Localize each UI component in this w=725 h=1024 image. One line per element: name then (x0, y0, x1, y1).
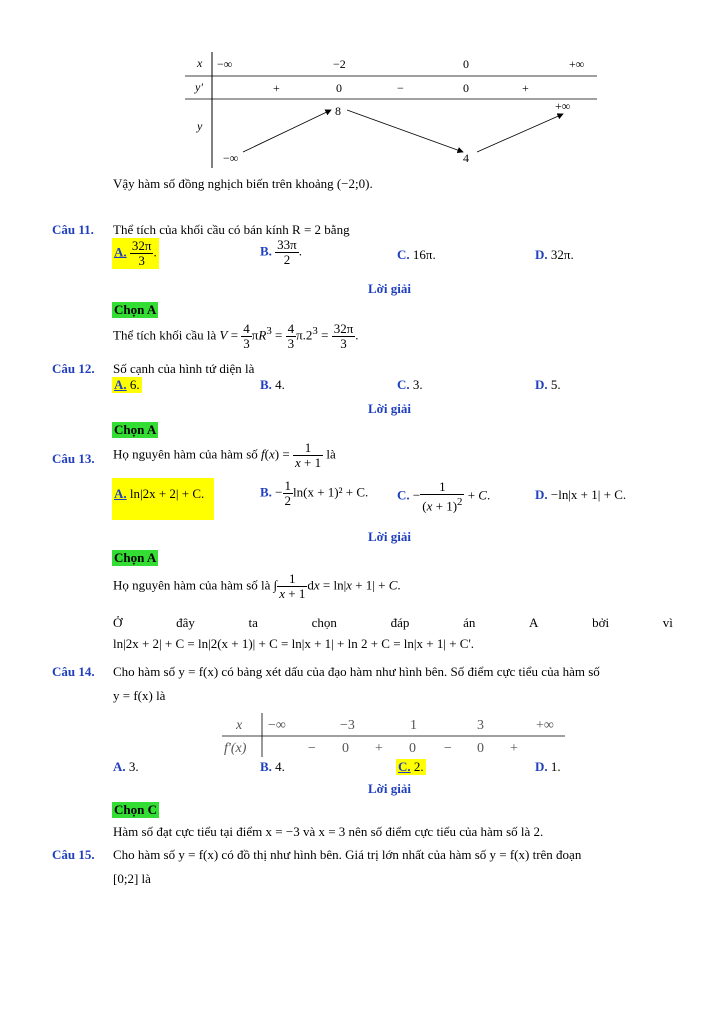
q14-sign: 0 (477, 741, 484, 756)
q13-explain: Họ nguyên hàm của hàm số là ∫ $\frac{1}{x + 1}$ dx = ln|x + 1| + C. (113, 571, 401, 601)
vt1-x-value: −∞ (217, 57, 233, 71)
q14-label: Câu 14. (52, 664, 95, 679)
vt1-x-value: −2 (333, 57, 346, 71)
q13-explain-formula: ln|2x + 2| + C = ln|2(x + 1)| + C = ln|x + 1| + ln 2 + C = ln|x + 1| + C'. (113, 636, 475, 651)
vt1-sign: − (397, 81, 404, 95)
vt1-y-value: 4 (463, 151, 469, 165)
q11-solution-title: Lời giải (368, 281, 411, 296)
q13-option-c[interactable]: C. − $\frac{1}{(x + 1)^2}$ + C. (397, 479, 491, 514)
vt1-arrow-down (347, 110, 463, 152)
q12-option-b[interactable]: B. 4. (260, 377, 285, 392)
q14-x-value: −3 (340, 718, 355, 733)
q12-choose: Chọn A (114, 422, 157, 437)
q11-question: Thể tích của khối cầu có bán kính R = 2 bằng (113, 222, 350, 237)
q14-sign: + (375, 741, 383, 756)
sign-table-q14 (222, 713, 568, 759)
q11-choose: Chọn A (114, 302, 157, 317)
vt1-x-label: x (197, 56, 203, 70)
variation-table-1 (185, 52, 605, 170)
q12-option-c[interactable]: C. 3. (397, 377, 423, 392)
q14-option-c[interactable]: C. 2. (398, 759, 424, 774)
q14-sign: 0 (409, 741, 416, 756)
q13-label: Câu 13. (52, 451, 95, 466)
vt1-arrow-up (243, 110, 331, 152)
q14-sign: − (308, 741, 316, 756)
q14-sign: 0 (342, 741, 349, 756)
q14-x-value: −∞ (268, 718, 286, 733)
q14-question-line1: Cho hàm số y = f(x) có bảng xét dấu của đạo hàm như hình bên. Số điểm cực tiểu của hàm số (113, 664, 600, 679)
option-letter: A. (114, 244, 127, 260)
q13-option-a[interactable]: A. ln|2x + 2| + C. (112, 478, 214, 520)
q12-option-d[interactable]: D. 5. (535, 377, 561, 392)
conclusion-text: Vậy hàm số đồng nghịch biến trên khoảng (−2;0). (113, 176, 373, 191)
q14-question-line2: y = f(x) là (113, 688, 166, 703)
vt1-x-value: 0 (463, 57, 469, 71)
q14-choose: Chọn C (114, 802, 157, 817)
vt1-y-label: y (197, 119, 203, 133)
q12-label: Câu 12. (52, 361, 95, 376)
vt1-x-value: +∞ (569, 57, 585, 71)
q13-question: Họ nguyên hàm của hàm số f(x) = $\frac{1}{x + 1}$ là (113, 440, 336, 470)
q14-option-b[interactable]: B. 4. (260, 759, 285, 774)
q14-x-label: x (236, 718, 243, 733)
fraction: $\frac{33\pi}{2}$ (277, 237, 297, 267)
q14-solution-title: Lời giải (368, 781, 411, 796)
q14-x-value: 1 (410, 718, 417, 733)
q12-option-a[interactable]: A. 6. (114, 377, 140, 392)
q14-explain: Hàm số đạt cực tiểu tại điểm x = −3 và x = 3 nên số điểm cực tiểu của hàm số là 2. (113, 824, 544, 839)
q14-x-value: +∞ (536, 718, 554, 733)
vt1-sign: 0 (463, 81, 469, 95)
q14-option-a[interactable]: A. 3. (113, 759, 139, 774)
q11-explain: Thể tích khối cầu là V = $\frac{4}{3}$ $\pi R^3$ = $\frac{4}{3}$ $\pi.2^3$ = $\frac{32\pi}{3}$ . (113, 321, 359, 351)
q15-label: Câu 15. (52, 847, 95, 862)
q13-option-d[interactable]: D. −ln|x + 1| + C. (535, 487, 627, 502)
q13-justified-line: Ở đây ta chọn đáp án A bởi vì (113, 615, 673, 630)
option-letter: B. (260, 243, 272, 259)
vt1-sign: 0 (336, 81, 342, 95)
q11-option-a[interactable]: A. $\frac{32\pi}{3}$ . (114, 238, 157, 268)
vt1-y-value: +∞ (555, 99, 571, 113)
q11-option-b[interactable]: B. $\frac{33\pi}{2}$ . (260, 237, 302, 267)
q14-fp-label: f'(x) (224, 741, 247, 756)
q14-sign: + (510, 741, 518, 756)
q14-x-value: 3 (477, 718, 484, 733)
vt1-yp-label: y' (195, 80, 203, 94)
q13-option-b[interactable]: B. − $\frac{1}{2}$ ln(x + 1)² + C. (260, 478, 369, 508)
q15-question-line2: [0;2] là (113, 871, 151, 886)
vt1-y-value: −∞ (223, 151, 239, 165)
vt1-y-value: 8 (335, 104, 341, 118)
fraction: $\frac{32\pi}{3}$ (131, 238, 152, 268)
q15-question-line1: Cho hàm số y = f(x) có đồ thị như hình bên. Giá trị lớn nhất của hàm số y = f(x) trên đoạn (113, 847, 582, 862)
q11-option-d[interactable]: D. 32π. (535, 247, 574, 262)
q11-option-c[interactable]: C. 16π. (397, 247, 436, 262)
vt1-arrow-up (477, 114, 563, 152)
q11-label: Câu 11. (52, 222, 94, 237)
q14-sign: − (444, 741, 452, 756)
vt1-sign: + (522, 81, 529, 95)
q13-choose: Chọn A (114, 550, 157, 565)
q12-question: Số cạnh của hình tứ diện là (113, 361, 255, 376)
q14-option-d[interactable]: D. 1. (535, 759, 561, 774)
vt1-sign: + (273, 81, 280, 95)
q12-solution-title: Lời giải (368, 401, 411, 416)
q13-solution-title: Lời giải (368, 529, 411, 544)
